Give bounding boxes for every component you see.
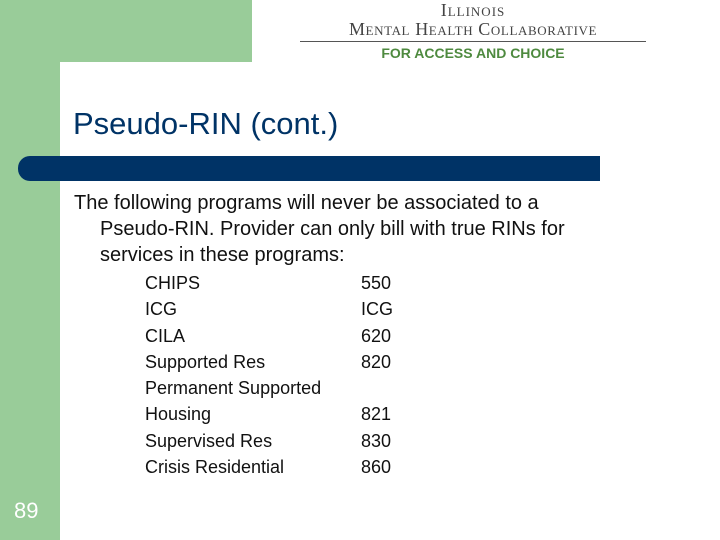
program-code xyxy=(361,375,393,401)
page-number: 89 xyxy=(14,498,39,523)
logo xyxy=(296,0,650,68)
program-list xyxy=(145,270,321,480)
intro-line: services in these programs: xyxy=(100,244,345,266)
program-item: Supported Res xyxy=(145,351,266,372)
title-underline-bar xyxy=(18,156,600,181)
program-item: Housing xyxy=(145,404,212,425)
slide-title: Pseudo-RIN (cont.) xyxy=(73,106,339,141)
logo-line-illinois: Illinois xyxy=(440,0,506,20)
program-item: Supervised Res xyxy=(145,430,273,451)
program-code-list xyxy=(361,270,393,480)
program-item: CILA xyxy=(145,325,186,346)
intro-line: Pseudo-RIN. Provider can only bill with true RINs for xyxy=(100,218,565,240)
program-code: 820 xyxy=(361,351,392,372)
program-code: 620 xyxy=(361,325,392,346)
logo-line-collaborative: Mental Health Collaborative xyxy=(348,19,598,39)
frame-rounded-corner xyxy=(60,62,100,102)
program-item: ICG xyxy=(145,299,178,320)
program-code: ICG xyxy=(361,299,394,320)
program-item: Crisis Residential xyxy=(145,457,285,478)
intro-paragraph xyxy=(74,190,674,268)
program-code: 830 xyxy=(361,430,392,451)
program-code: 550 xyxy=(361,273,392,293)
logo-line-tagline: FOR ACCESS AND CHOICE xyxy=(381,45,565,61)
intro-line: The following programs will never be associated to a xyxy=(74,192,539,214)
logo-rule xyxy=(300,41,646,42)
program-item: Permanent Supported xyxy=(145,378,322,399)
program-code: 860 xyxy=(361,457,392,478)
green-frame-left xyxy=(0,0,60,540)
program-code: 821 xyxy=(361,404,392,425)
program-item: CHIPS xyxy=(145,273,201,293)
